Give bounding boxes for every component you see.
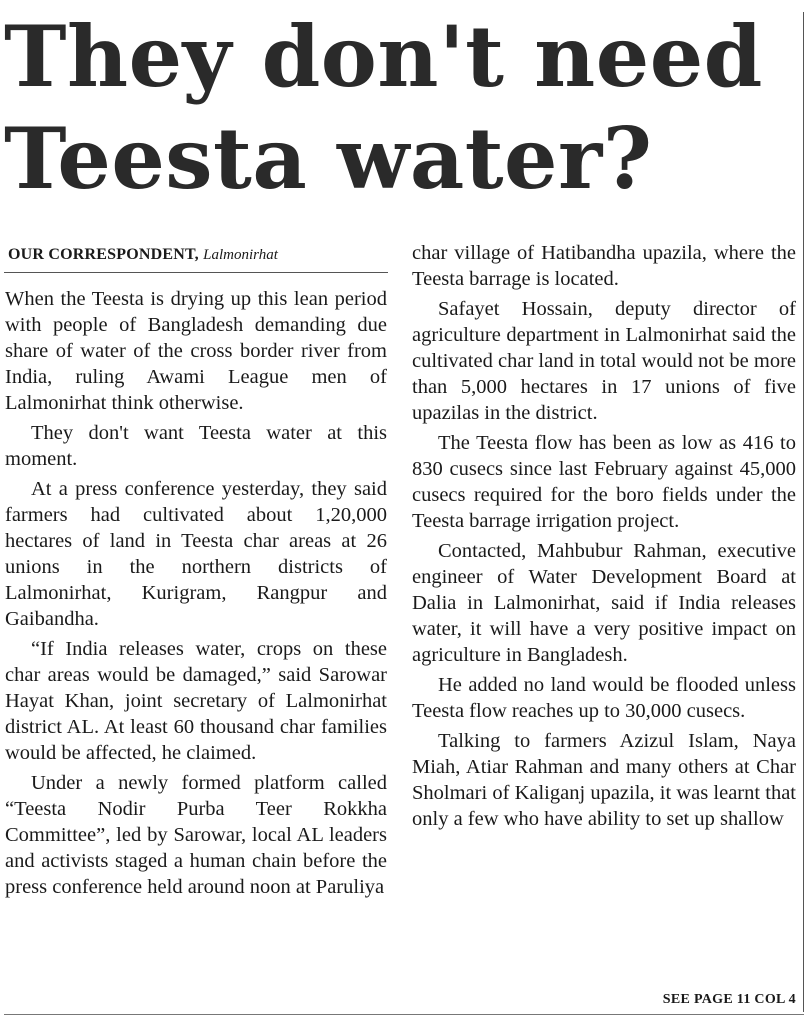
paragraph: At a press conference yesterday, they said farmers had cultivated about 1,20,000 hectares of land in Teesta char areas at 26 unions in the northern districts of Lalmonirhat, Kurigram, Rangpur and Gaibandha. — [5, 478, 387, 630]
paragraph: When the Teesta is drying up this lean period with people of Bangladesh demanding due share of water of the cross border river from India, ruling Awami League men of Lalmonirhat think otherwise. — [5, 288, 387, 414]
headline-line-1: They don't need — [4, 7, 763, 106]
paragraph: Under a newly formed platform called “Teesta Nodir Purba Teer Rokkha Committee”, led by Sarowar, local AL leaders and activists staged a human chain before the press conference held around noon at Paruliya — [5, 772, 387, 898]
paragraph: Safayet Hossain, deputy director of agriculture department in Lalmonirhat said the cultivated char land in total would not be more than 5,000 hectares in 17 unions of five upazilas in the district. — [412, 298, 796, 424]
paragraph: Talking to farmers Azizul Islam, Naya Miah, Atiar Rahman and many others at Char Sholmari of Kaliganj upazila, it was learnt that only a few who have ability to set up shallow — [412, 730, 796, 830]
continuation-jump[interactable]: SEE PAGE 11 COL 4 — [662, 992, 796, 1007]
byline — [8, 244, 388, 264]
article-column-left — [5, 286, 387, 904]
paragraph: He added no land would be flooded unless Teesta flow reaches up to 30,000 cusecs. — [412, 674, 796, 722]
bottom-divider — [4, 1014, 804, 1015]
article-column-right — [412, 240, 796, 836]
paragraph: Contacted, Mahbubur Rahman, executive engineer of Water Development Board at Dalia in Lalmonirhat, said if India releases water, it will have a very positive impact on agriculture in Bangladesh. — [412, 540, 796, 666]
byline-author: OUR CORRESPONDENT, — [8, 246, 199, 263]
paragraph: They don't want Teesta water at this moment. — [5, 422, 387, 470]
paragraph: The Teesta flow has been as low as 416 to 830 cusecs since last February against 45,000 cusecs required for the boro fields under the Teesta barrage irrigation project. — [412, 432, 796, 532]
paragraph: char village of Hatibandha upazila, where the Teesta barrage is located. — [412, 242, 796, 290]
byline-divider — [4, 272, 388, 273]
column-rule-right — [803, 12, 804, 1012]
headline — [4, 6, 799, 210]
headline-line-2: Teesta water? — [4, 109, 653, 208]
byline-location: Lalmonirhat — [203, 247, 278, 263]
paragraph: “If India releases water, crops on these char areas would be damaged,” said Sarowar Hayat Khan, joint secretary of Lalmonirhat district AL. At least 60 thousand char families would be affected, he claimed. — [5, 638, 387, 764]
